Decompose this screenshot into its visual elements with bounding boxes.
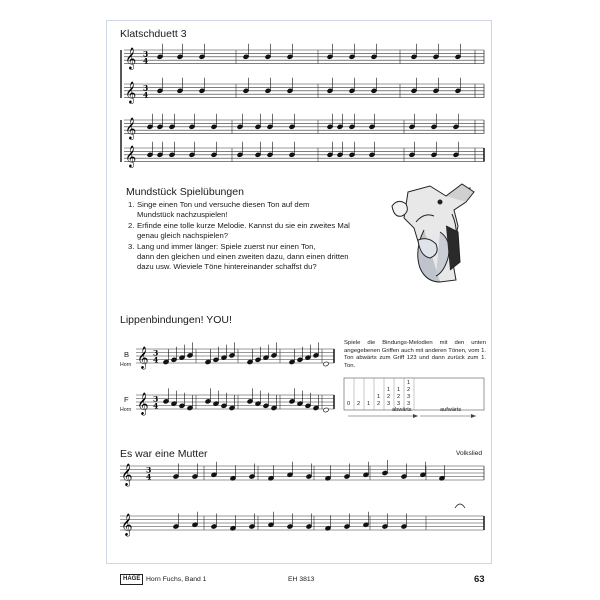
time-signature-top: 3 — [153, 394, 159, 404]
fingering-value: 2 — [397, 394, 401, 400]
treble-clef: 𝄞 — [137, 392, 149, 415]
fermata-icon — [455, 504, 465, 508]
time-signature-bottom: 4 — [153, 401, 159, 411]
treble-clef: 𝄞 — [121, 513, 133, 536]
fingering-value: 1 — [377, 394, 381, 400]
fingering-value: 1 — [397, 387, 401, 393]
time-signature-top: 3 — [143, 49, 149, 59]
time-signature-bottom: 4 — [143, 56, 149, 66]
arrow-up-label: aufwärts — [440, 407, 462, 413]
treble-clef: 𝄞 — [125, 117, 137, 140]
fingering-table — [344, 378, 484, 418]
page-number: 63 — [474, 574, 485, 585]
treble-clef: 𝄞 — [125, 81, 137, 104]
f-instrument-label: Horn — [120, 407, 132, 413]
fingering-value: 1 — [407, 380, 411, 386]
fingering-value: 3 — [407, 394, 411, 400]
fingering-value: 2 — [387, 394, 391, 400]
f-key-label: F — [124, 395, 129, 404]
fingering-value: 2 — [357, 401, 361, 407]
treble-clef: 𝄞 — [137, 346, 149, 369]
fingering-value: 3 — [407, 401, 411, 407]
exercise-item: 1. Singe einen Ton und versuche diesen Ton auf dem Mundstück nachzuspielen! — [128, 200, 310, 220]
fingering-value: 0 — [347, 401, 351, 407]
time-signature-top: 3 — [146, 465, 152, 475]
half-note — [323, 407, 329, 412]
time-signature-bottom: 4 — [153, 355, 159, 365]
fingering-value: 2 — [377, 401, 381, 407]
fingering-value: 2 — [407, 387, 411, 393]
arrow-down-label: abwärts — [392, 407, 412, 413]
treble-clef: 𝄞 — [121, 463, 133, 486]
time-signature-bottom: 4 — [146, 472, 152, 482]
mundstueck-title: Mundstück Spielübungen — [126, 186, 244, 198]
b-instrument-label: Horn — [120, 362, 132, 368]
fingering-value: 3 — [387, 401, 391, 407]
exercise-item: 3. Lang und immer länger: Spiele zuerst nur einen Ton, dann den gleichen und einen zweiten dazu, dann einen dritten dazu usw. Wieviele Töne hintereinander schaffst du? — [128, 241, 349, 272]
treble-clef: 𝄞 — [125, 145, 137, 168]
notes-group — [147, 44, 465, 531]
treble-clef: 𝄞 — [125, 47, 137, 70]
time-signature-bottom: 4 — [143, 90, 149, 100]
exercise-item: 2. Erfinde eine tolle kurze Melodie. Kannst du sie ein zweites Mal genau gleich nachspielen? — [128, 220, 350, 241]
mutter-title: Es war eine Mutter — [120, 448, 208, 460]
half-note — [323, 361, 329, 366]
fingering-value: 3 — [397, 401, 401, 407]
time-signature-top: 3 — [143, 83, 149, 93]
publisher-logo: HAGE — [120, 574, 143, 585]
volkslied-label: Volkslied — [456, 450, 483, 457]
b-key-label: B — [124, 350, 130, 359]
fingering-value: 1 — [387, 387, 391, 393]
time-signature-top: 3 — [153, 348, 159, 358]
footer-code: EH 3813 — [288, 576, 315, 583]
fingering-value: 1 — [367, 401, 371, 407]
lippenbindungen-title: Lippenbindungen! YOU! — [120, 314, 232, 326]
klatschduett-title: Klatschduett 3 — [120, 28, 187, 40]
lip-slur-description: Spiele die Bindungs-Melodien mit den unten angegebenen Griffen auch mit anderen Tönen, vom 1. Ton abwärts zum Griff 123 und dann zurück zum 1. Ton. — [344, 340, 486, 369]
horn-fox-illustration — [392, 184, 474, 282]
footer-book-title: Horn Fuchs, Band 1 — [146, 576, 207, 583]
